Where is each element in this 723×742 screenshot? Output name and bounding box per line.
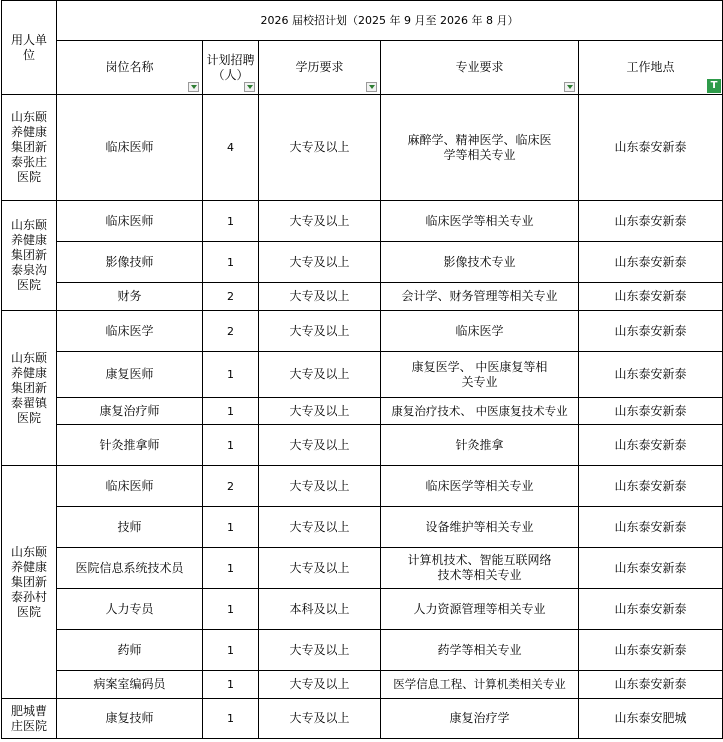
table-row <box>2 507 723 548</box>
count-cell: 1 <box>203 507 259 548</box>
major-text: 康复医学、 中医康复等相关专业 <box>411 359 548 389</box>
major-cell: 设备维护等相关专业 <box>381 507 579 548</box>
location-cell: 山东泰安新泰 <box>579 425 723 466</box>
count-cell: 1 <box>203 699 259 739</box>
major-cell: 临床医学等相关专业 <box>381 466 579 507</box>
education-cell: 大专及以上 <box>259 398 381 425</box>
location-cell: 山东泰安新泰 <box>579 671 723 699</box>
location-cell: 山东泰安新泰 <box>579 95 723 201</box>
table-row <box>2 283 723 311</box>
header-count[interactable] <box>203 41 259 95</box>
location-cell: 山东泰安新泰 <box>579 398 723 425</box>
position-cell: 临床医师 <box>57 201 203 242</box>
header-major[interactable] <box>381 41 579 95</box>
education-cell: 大专及以上 <box>259 466 381 507</box>
unit-name-cell: 山东颐养健康集团新泰孙村医院 <box>2 466 57 699</box>
header-major-label: 专业要求 <box>455 60 504 74</box>
table-row <box>2 242 723 283</box>
location-cell: 山东泰安新泰 <box>579 352 723 398</box>
count-cell: 2 <box>203 283 259 311</box>
location-cell: 山东泰安新泰 <box>579 630 723 671</box>
education-cell: 大专及以上 <box>259 699 381 739</box>
table-row <box>2 398 723 425</box>
dropdown-arrow-icon[interactable] <box>188 82 199 92</box>
header-position[interactable] <box>57 41 203 95</box>
count-cell: 1 <box>203 630 259 671</box>
education-cell: 大专及以上 <box>259 242 381 283</box>
count-cell: 1 <box>203 671 259 699</box>
header-position-label: 岗位名称 <box>105 60 154 74</box>
header-count-label: 计划招聘（人） <box>206 52 255 82</box>
position-cell: 技师 <box>57 507 203 548</box>
header-plan-title: 2026 届校招计划（2025 年 9 月至 2026 年 8 月） <box>57 1 723 41</box>
table-row <box>2 352 723 398</box>
table-row <box>2 699 723 739</box>
major-cell: 针灸推拿 <box>381 425 579 466</box>
count-cell: 1 <box>203 589 259 630</box>
position-cell: 病案室编码员 <box>57 671 203 699</box>
table-row <box>2 589 723 630</box>
education-cell: 本科及以上 <box>259 589 381 630</box>
major-cell: 临床医学等相关专业 <box>381 201 579 242</box>
education-cell: 大专及以上 <box>259 352 381 398</box>
recruitment-table <box>1 0 723 739</box>
count-cell: 1 <box>203 352 259 398</box>
position-cell: 康复医师 <box>57 352 203 398</box>
unit-name-cell: 山东颐养健康集团新泰张庄医院 <box>2 95 57 201</box>
header-unit: 用人单位 <box>2 1 57 95</box>
major-text: 计算机技术、智能互联网络技术等相关专业 <box>407 553 552 582</box>
table-row <box>2 425 723 466</box>
position-cell: 康复治疗师 <box>57 398 203 425</box>
education-cell: 大专及以上 <box>259 311 381 352</box>
location-cell: 山东泰安肥城 <box>579 699 723 739</box>
count-cell: 2 <box>203 311 259 352</box>
major-cell <box>381 352 579 398</box>
education-cell: 大专及以上 <box>259 671 381 699</box>
count-cell: 1 <box>203 425 259 466</box>
position-cell: 财务 <box>57 283 203 311</box>
count-cell: 2 <box>203 466 259 507</box>
location-cell: 山东泰安新泰 <box>579 242 723 283</box>
count-cell: 4 <box>203 95 259 201</box>
header-education[interactable] <box>259 41 381 95</box>
major-cell: 临床医学 <box>381 311 579 352</box>
table-row <box>2 311 723 352</box>
position-cell: 影像技师 <box>57 242 203 283</box>
unit-name-cell: 肥城曹庄医院 <box>2 699 57 739</box>
major-text: 麻醉学、精神医学、临床医学等相关专业 <box>407 132 552 162</box>
education-cell: 大专及以上 <box>259 201 381 242</box>
location-cell: 山东泰安新泰 <box>579 466 723 507</box>
position-cell: 人力专员 <box>57 589 203 630</box>
dropdown-arrow-icon[interactable] <box>564 82 575 92</box>
location-cell: 山东泰安新泰 <box>579 311 723 352</box>
header-row-columns <box>2 41 723 95</box>
major-cell: 人力资源管理等相关专业 <box>381 589 579 630</box>
location-cell: 山东泰安新泰 <box>579 201 723 242</box>
major-cell: 医学信息工程、计算机类相关专业 <box>381 671 579 699</box>
header-row-top <box>2 1 723 41</box>
unit-name-cell: 山东颐养健康集团新泰泉沟医院 <box>2 201 57 311</box>
major-cell: 会计学、财务管理等相关专业 <box>381 283 579 311</box>
count-cell: 1 <box>203 242 259 283</box>
header-location-label: 工作地点 <box>626 60 675 74</box>
unit-name-cell: 山东颐养健康集团新泰翟镇医院 <box>2 311 57 466</box>
header-education-label: 学历要求 <box>295 60 344 74</box>
position-cell: 康复技师 <box>57 699 203 739</box>
location-cell: 山东泰安新泰 <box>579 283 723 311</box>
table-row <box>2 95 723 201</box>
education-cell: 大专及以上 <box>259 95 381 201</box>
location-cell: 山东泰安新泰 <box>579 507 723 548</box>
count-cell: 1 <box>203 548 259 589</box>
education-cell: 大专及以上 <box>259 630 381 671</box>
dropdown-arrow-icon[interactable] <box>366 82 377 92</box>
text-format-badge-icon[interactable]: T <box>707 79 721 93</box>
position-cell: 医院信息系统技术员 <box>57 548 203 589</box>
education-cell: 大专及以上 <box>259 548 381 589</box>
position-cell: 药师 <box>57 630 203 671</box>
education-cell: 大专及以上 <box>259 425 381 466</box>
dropdown-arrow-icon[interactable] <box>244 82 255 92</box>
position-cell: 临床医学 <box>57 311 203 352</box>
position-cell: 针灸推拿师 <box>57 425 203 466</box>
major-cell: 药学等相关专业 <box>381 630 579 671</box>
location-cell: 山东泰安新泰 <box>579 548 723 589</box>
count-cell: 1 <box>203 201 259 242</box>
header-location[interactable] <box>579 41 723 95</box>
table-row <box>2 466 723 507</box>
count-cell: 1 <box>203 398 259 425</box>
major-cell <box>381 95 579 201</box>
table-row <box>2 630 723 671</box>
major-cell: 康复治疗技术、 中医康复技术专业 <box>381 398 579 425</box>
major-cell: 影像技术专业 <box>381 242 579 283</box>
table-row <box>2 548 723 589</box>
major-cell <box>381 548 579 589</box>
education-cell: 大专及以上 <box>259 283 381 311</box>
education-cell: 大专及以上 <box>259 507 381 548</box>
position-cell: 临床医师 <box>57 466 203 507</box>
major-cell: 康复治疗学 <box>381 699 579 739</box>
position-cell: 临床医师 <box>57 95 203 201</box>
location-cell: 山东泰安新泰 <box>579 589 723 630</box>
table-row <box>2 201 723 242</box>
table-row <box>2 671 723 699</box>
